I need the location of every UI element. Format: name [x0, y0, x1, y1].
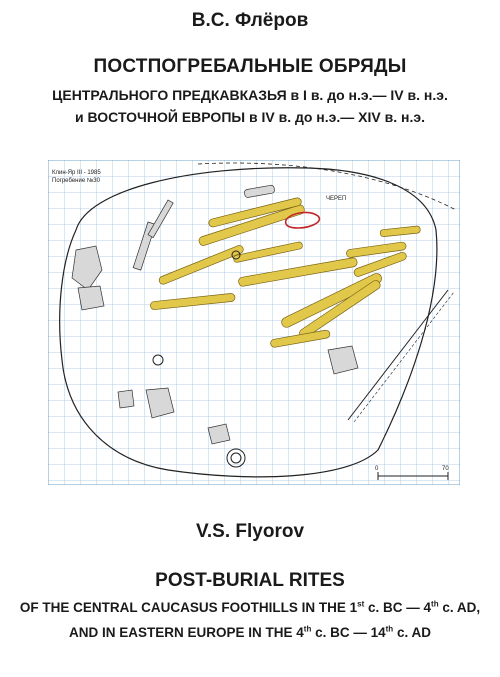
russian-subtitle-line-1: ЦЕНТРАЛЬНОГО ПРЕДКАВКАЗЬЯ в I в. до н.э.— IV в. н.э. — [52, 87, 448, 103]
english-subtitle-line-2: AND IN EASTERN EUROPE IN THE 4th c. BC — 14th c. AD — [69, 624, 431, 640]
english-author: V.S. Flyorov — [195, 521, 305, 542]
skull-label: ЧЕРЕП — [326, 196, 347, 202]
stone — [208, 424, 230, 444]
english-subtitle-line-1: OF THE CENTRAL CAUCASUS FOOTHILLS IN THE 1st c. BC — 4th c. AD, — [19, 599, 481, 615]
russian-author: В.С. Флёров — [191, 10, 309, 31]
russian-title: ПОСТПОГРЕБАЛЬНЫЕ ОБРЯДЫ — [93, 56, 407, 77]
plan-header-burial: Погребение №30 — [52, 178, 100, 184]
scale-zero: 0 — [375, 466, 379, 472]
excavation-plan — [48, 160, 460, 485]
english-title: POST-BURIAL RITES — [155, 570, 345, 591]
plan-header-site: Клин-Яр III - 1985 — [52, 170, 101, 176]
stone — [78, 286, 104, 310]
scale-end: 70 — [442, 466, 449, 472]
stone — [118, 390, 134, 408]
excavation-plan-drawing — [48, 160, 460, 485]
russian-subtitle-line-2: и ВОСТОЧНОЙ ЕВРОПЫ в IV в. до н.э.— XIV в. н.э. — [75, 109, 425, 125]
